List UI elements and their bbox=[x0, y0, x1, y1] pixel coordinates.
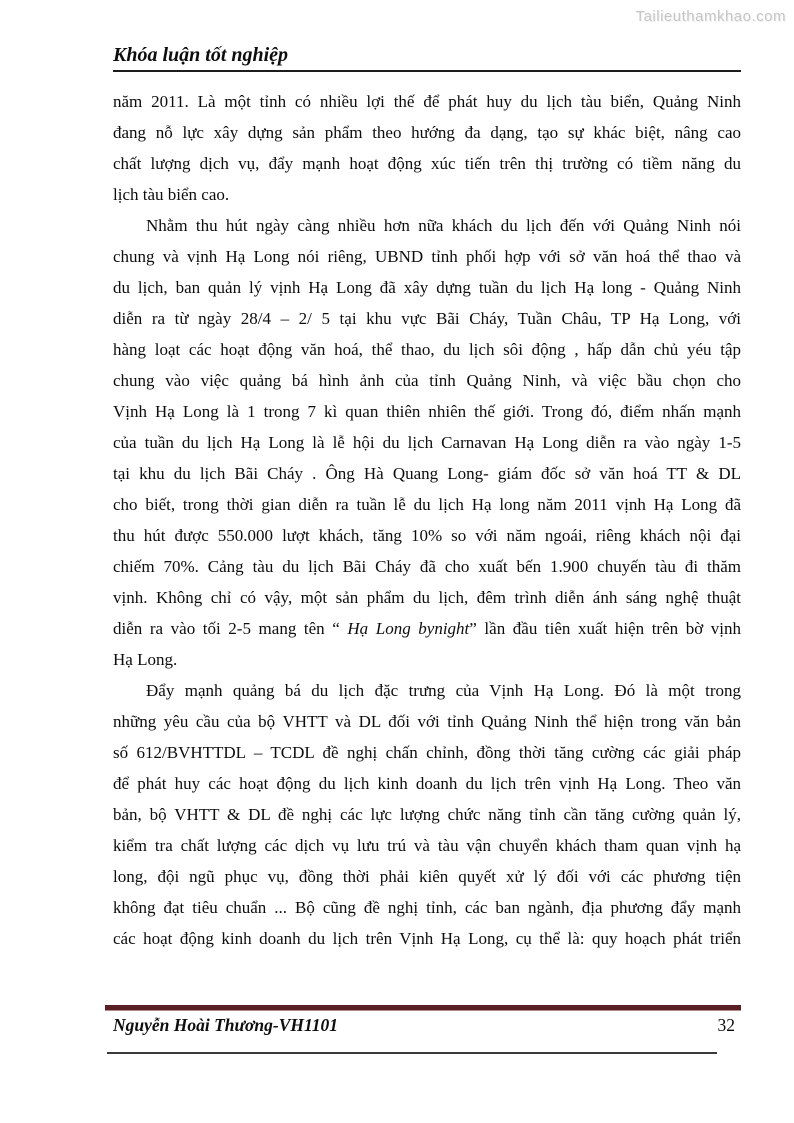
text-line bbox=[113, 427, 741, 458]
paragraph bbox=[113, 675, 741, 954]
text-line bbox=[113, 923, 741, 954]
text-line bbox=[113, 458, 741, 489]
footer-author: Nguyễn Hoài Thương-VH1101 bbox=[113, 1015, 339, 1035]
text-segment: Hạ Long. bbox=[113, 650, 178, 669]
footer-row bbox=[105, 1011, 741, 1043]
paragraph bbox=[113, 86, 741, 210]
text-line bbox=[113, 489, 741, 520]
text-line bbox=[113, 892, 741, 923]
page-footer bbox=[105, 1005, 741, 1054]
text-line bbox=[113, 830, 741, 861]
page-number: 32 bbox=[717, 1015, 735, 1035]
text-line bbox=[113, 303, 741, 334]
text-segment: Đẩy mạnh quảng bá du lịch đặc trưng của Vịnh Hạ Long. Đó là một trong bbox=[146, 681, 741, 700]
text-line bbox=[113, 706, 741, 737]
footer-bottom-rule bbox=[107, 1052, 717, 1054]
text-line bbox=[113, 582, 741, 613]
text-line bbox=[113, 210, 741, 241]
text-segment: diễn ra từ ngày 28/4 – 2/ 5 tại khu vực Bãi Cháy, Tuần Châu, TP Hạ Long, với bbox=[113, 309, 741, 328]
text-line bbox=[113, 179, 741, 210]
text-segment: các hoạt động kinh doanh du lịch trên Vịnh Hạ Long, cụ thể là: quy hoạch phát triển bbox=[113, 929, 741, 948]
text-segment: lịch tàu biển cao. bbox=[113, 185, 230, 204]
text-segment: đang nỗ lực xây dựng sản phẩm theo hướng đa dạng, tạo sự khác biệt, nâng cao bbox=[113, 123, 741, 142]
text-segment: long, đội ngũ phục vụ, đồng thời phải kiên quyết xử lý đối với các phương tiện bbox=[113, 867, 741, 886]
text-segment: năm 2011. Là một tỉnh có nhiều lợi thế để phát huy du lịch tàu biển, Quảng Ninh bbox=[113, 92, 741, 111]
site-watermark: Tailieuthamkhao.com bbox=[635, 8, 786, 25]
text-segment: chung và vịnh Hạ Long nói riêng, UBND tỉnh phối hợp với sở văn hoá thể thao và bbox=[113, 247, 741, 266]
text-segment: chiếm 70%. Cảng tàu du lịch Bãi Cháy đã cho xuất bến 1.900 chuyến tàu đi thăm bbox=[113, 557, 741, 576]
paragraph bbox=[113, 210, 741, 675]
text-segment: để phát huy các hoạt động du lịch kinh doanh du lịch trên vịnh Hạ Long. Theo văn bbox=[113, 774, 741, 793]
text-line bbox=[113, 675, 741, 706]
text-segment: những yêu cầu của bộ VHTT và DL đối với tỉnh Quảng Ninh thể hiện trong văn bản bbox=[113, 712, 741, 731]
text-segment: chung vào việc quảng bá hình ảnh của tỉnh Quảng Ninh, và việc bầu chọn cho bbox=[113, 371, 741, 390]
text-segment: kiểm tra chất lượng các dịch vụ lưu trú và tàu vận chuyển khách tham quan vịnh hạ bbox=[113, 836, 741, 855]
text-line bbox=[113, 86, 741, 117]
page-header bbox=[113, 44, 741, 72]
text-line bbox=[113, 148, 741, 179]
text-segment: hàng loạt các hoạt động văn hoá, thể thao, du lịch sôi động , hấp dẫn chủ yéu tập bbox=[113, 340, 741, 359]
text-line bbox=[113, 520, 741, 551]
text-segment: số 612/BVHTTDL – TCDL đề nghị chấn chỉnh, đồng thời tăng cường các giải pháp bbox=[113, 743, 741, 762]
text-segment: Vịnh Hạ Long là 1 trong 7 kì quan thiên nhiên thế giới. Trong đó, điểm nhấn mạnh bbox=[113, 402, 741, 421]
text-line bbox=[113, 334, 741, 365]
text-line bbox=[113, 613, 741, 644]
text-line bbox=[113, 737, 741, 768]
text-line bbox=[113, 272, 741, 303]
text-segment: cho biết, trong thời gian diễn ra tuần lễ du lịch Hạ long năm 2011 vịnh Hạ Long đã bbox=[113, 495, 741, 514]
text-segment: vịnh. Không chỉ có vậy, một sản phẩm du lịch, đêm trình diễn ánh sáng nghệ thuật bbox=[113, 588, 741, 607]
italic-text-segment: Hạ Long bynight bbox=[347, 619, 470, 638]
text-segment: diễn ra vào tối 2-5 mang tên “ bbox=[113, 619, 348, 638]
text-line bbox=[113, 644, 741, 675]
text-line bbox=[113, 768, 741, 799]
text-line bbox=[113, 861, 741, 892]
text-segment: Nhằm thu hút ngày càng nhiều hơn nữa khách du lịch đến với Quảng Ninh nói bbox=[146, 216, 741, 235]
text-line bbox=[113, 396, 741, 427]
text-segment: thu hút được 550.000 lượt khách, tăng 10% so với năm ngoái, riêng khách nội đại bbox=[113, 526, 741, 545]
text-segment: bản, bộ VHTT & DL đề nghị các lực lượng chức năng tỉnh cần tăng cường quản lý, bbox=[113, 805, 741, 824]
text-segment: du lịch, ban quản lý vịnh Hạ Long đã xây dựng tuần du lịch Hạ long - Quảng Ninh bbox=[113, 278, 741, 297]
header-title: Khóa luận tốt nghiệp bbox=[113, 44, 289, 66]
text-line bbox=[113, 799, 741, 830]
text-line bbox=[113, 241, 741, 272]
text-segment: không đạt tiêu chuẩn ... Bộ cũng đề nghị tỉnh, các ban ngành, địa phương đẩy mạnh bbox=[113, 898, 741, 917]
text-segment: tại khu du lịch Bãi Cháy . Ông Hà Quang Long- giám đốc sở văn hoá TT & DL bbox=[113, 464, 741, 483]
text-segment: của tuần du lịch Hạ Long là lễ hội du lịch Carnavan Hạ Long diễn ra vào ngày 1-5 bbox=[113, 433, 741, 452]
text-line bbox=[113, 365, 741, 396]
text-line bbox=[113, 117, 741, 148]
text-line bbox=[113, 551, 741, 582]
text-segment: chất lượng dịch vụ, đẩy mạnh hoạt động xúc tiến trên thị trường có tiềm năng du bbox=[113, 154, 741, 173]
document-body bbox=[113, 86, 741, 954]
text-segment: ” lần đầu tiên xuất hiện trên bờ vịnh bbox=[469, 619, 742, 638]
